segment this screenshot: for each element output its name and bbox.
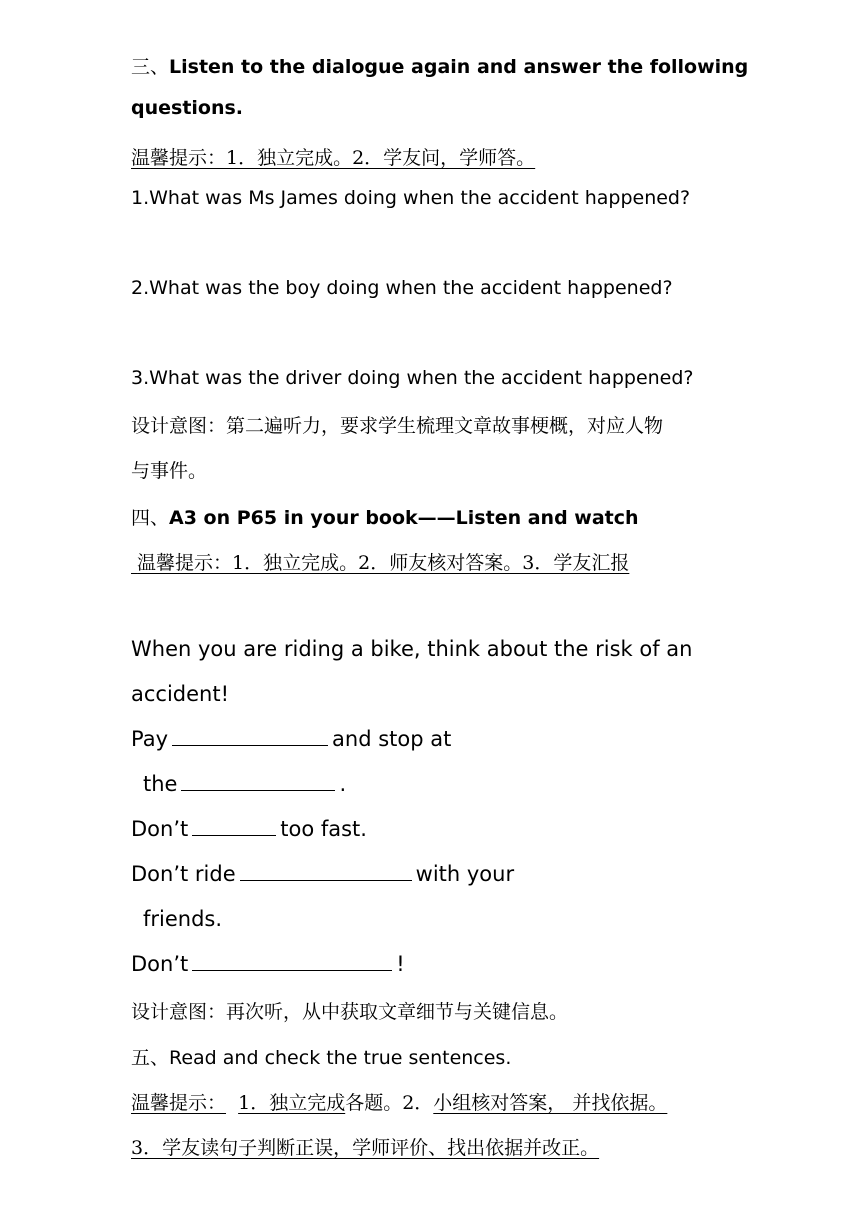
blank-3[interactable]	[192, 817, 276, 836]
fill-line-3	[131, 817, 367, 841]
fill2-end: .	[339, 772, 347, 796]
section5-tip-a: 温馨提示：	[131, 1092, 227, 1114]
blank-1[interactable]	[172, 727, 328, 746]
fill-line-5	[131, 952, 405, 976]
blank-4[interactable]	[240, 862, 412, 881]
section4-heading	[131, 503, 639, 530]
fill5-end: !	[396, 952, 405, 976]
question-2: 2.What was the boy doing when the accident happened?	[131, 277, 673, 299]
fill4-start: Don’t ride	[131, 862, 236, 886]
fill-line-4-cont: friends.	[143, 907, 223, 931]
section4-heading-text: A3 on P65 in your book——Listen and watch	[169, 507, 639, 529]
section3-tip: 温馨提示：1．独立完成。2．学友问，学师答。	[131, 147, 536, 169]
fill5-start: Don’t	[131, 952, 189, 976]
section3-heading-line2: questions.	[131, 97, 244, 119]
section5-tip-c: 各题。2．	[345, 1092, 434, 1114]
section4-intro-line2: accident!	[131, 682, 230, 706]
fill3-end: too fast.	[280, 817, 367, 841]
section5-tip-line1	[131, 1088, 667, 1115]
fill-line-2	[143, 772, 346, 796]
section5-tip-b: 1．独立完成	[238, 1092, 346, 1114]
blank-5[interactable]	[192, 952, 392, 971]
section3-heading-line1	[131, 52, 748, 79]
section4-heading-prefix: 四、	[131, 507, 170, 529]
section5-tip-d: 小组核对答案， 并找依据。	[433, 1092, 668, 1114]
section4-tip	[131, 548, 629, 575]
section5-tip-line2: 3．学友读句子判断正误，学师评价、找出依据并改正。	[131, 1137, 600, 1159]
fill3-start: Don’t	[131, 817, 189, 841]
question-3: 3.What was the driver doing when the accident happened?	[131, 367, 694, 389]
question-1: 1.What was Ms James doing when the accident happened?	[131, 187, 691, 209]
section3-heading-text: Listen to the dialogue again and answer the following	[169, 56, 749, 78]
section3-design-line2: 与事件。	[131, 460, 208, 482]
section4-tip-text: 温馨提示：1．独立完成。2．师友核对答案。3．学友汇报	[137, 552, 630, 574]
section5-heading: 五、Read and check the true sentences.	[131, 1047, 512, 1069]
fill2-start: the	[143, 772, 178, 796]
section4-intro-line1: When you are riding a bike, think about the risk of an	[131, 637, 693, 661]
fill-line-4	[131, 862, 514, 886]
fill1-start: Pay	[131, 727, 169, 751]
section3-heading-prefix: 三、	[131, 56, 170, 78]
fill4-end: with your	[415, 862, 515, 886]
fill-line-1	[131, 727, 451, 751]
section3-design-line1: 设计意图：第二遍听力，要求学生梳理文章故事梗概，对应人物	[131, 415, 664, 437]
section4-design: 设计意图：再次听，从中获取文章细节与关键信息。	[131, 1001, 569, 1023]
fill1-end: and stop at	[332, 727, 452, 751]
blank-2[interactable]	[181, 772, 335, 791]
